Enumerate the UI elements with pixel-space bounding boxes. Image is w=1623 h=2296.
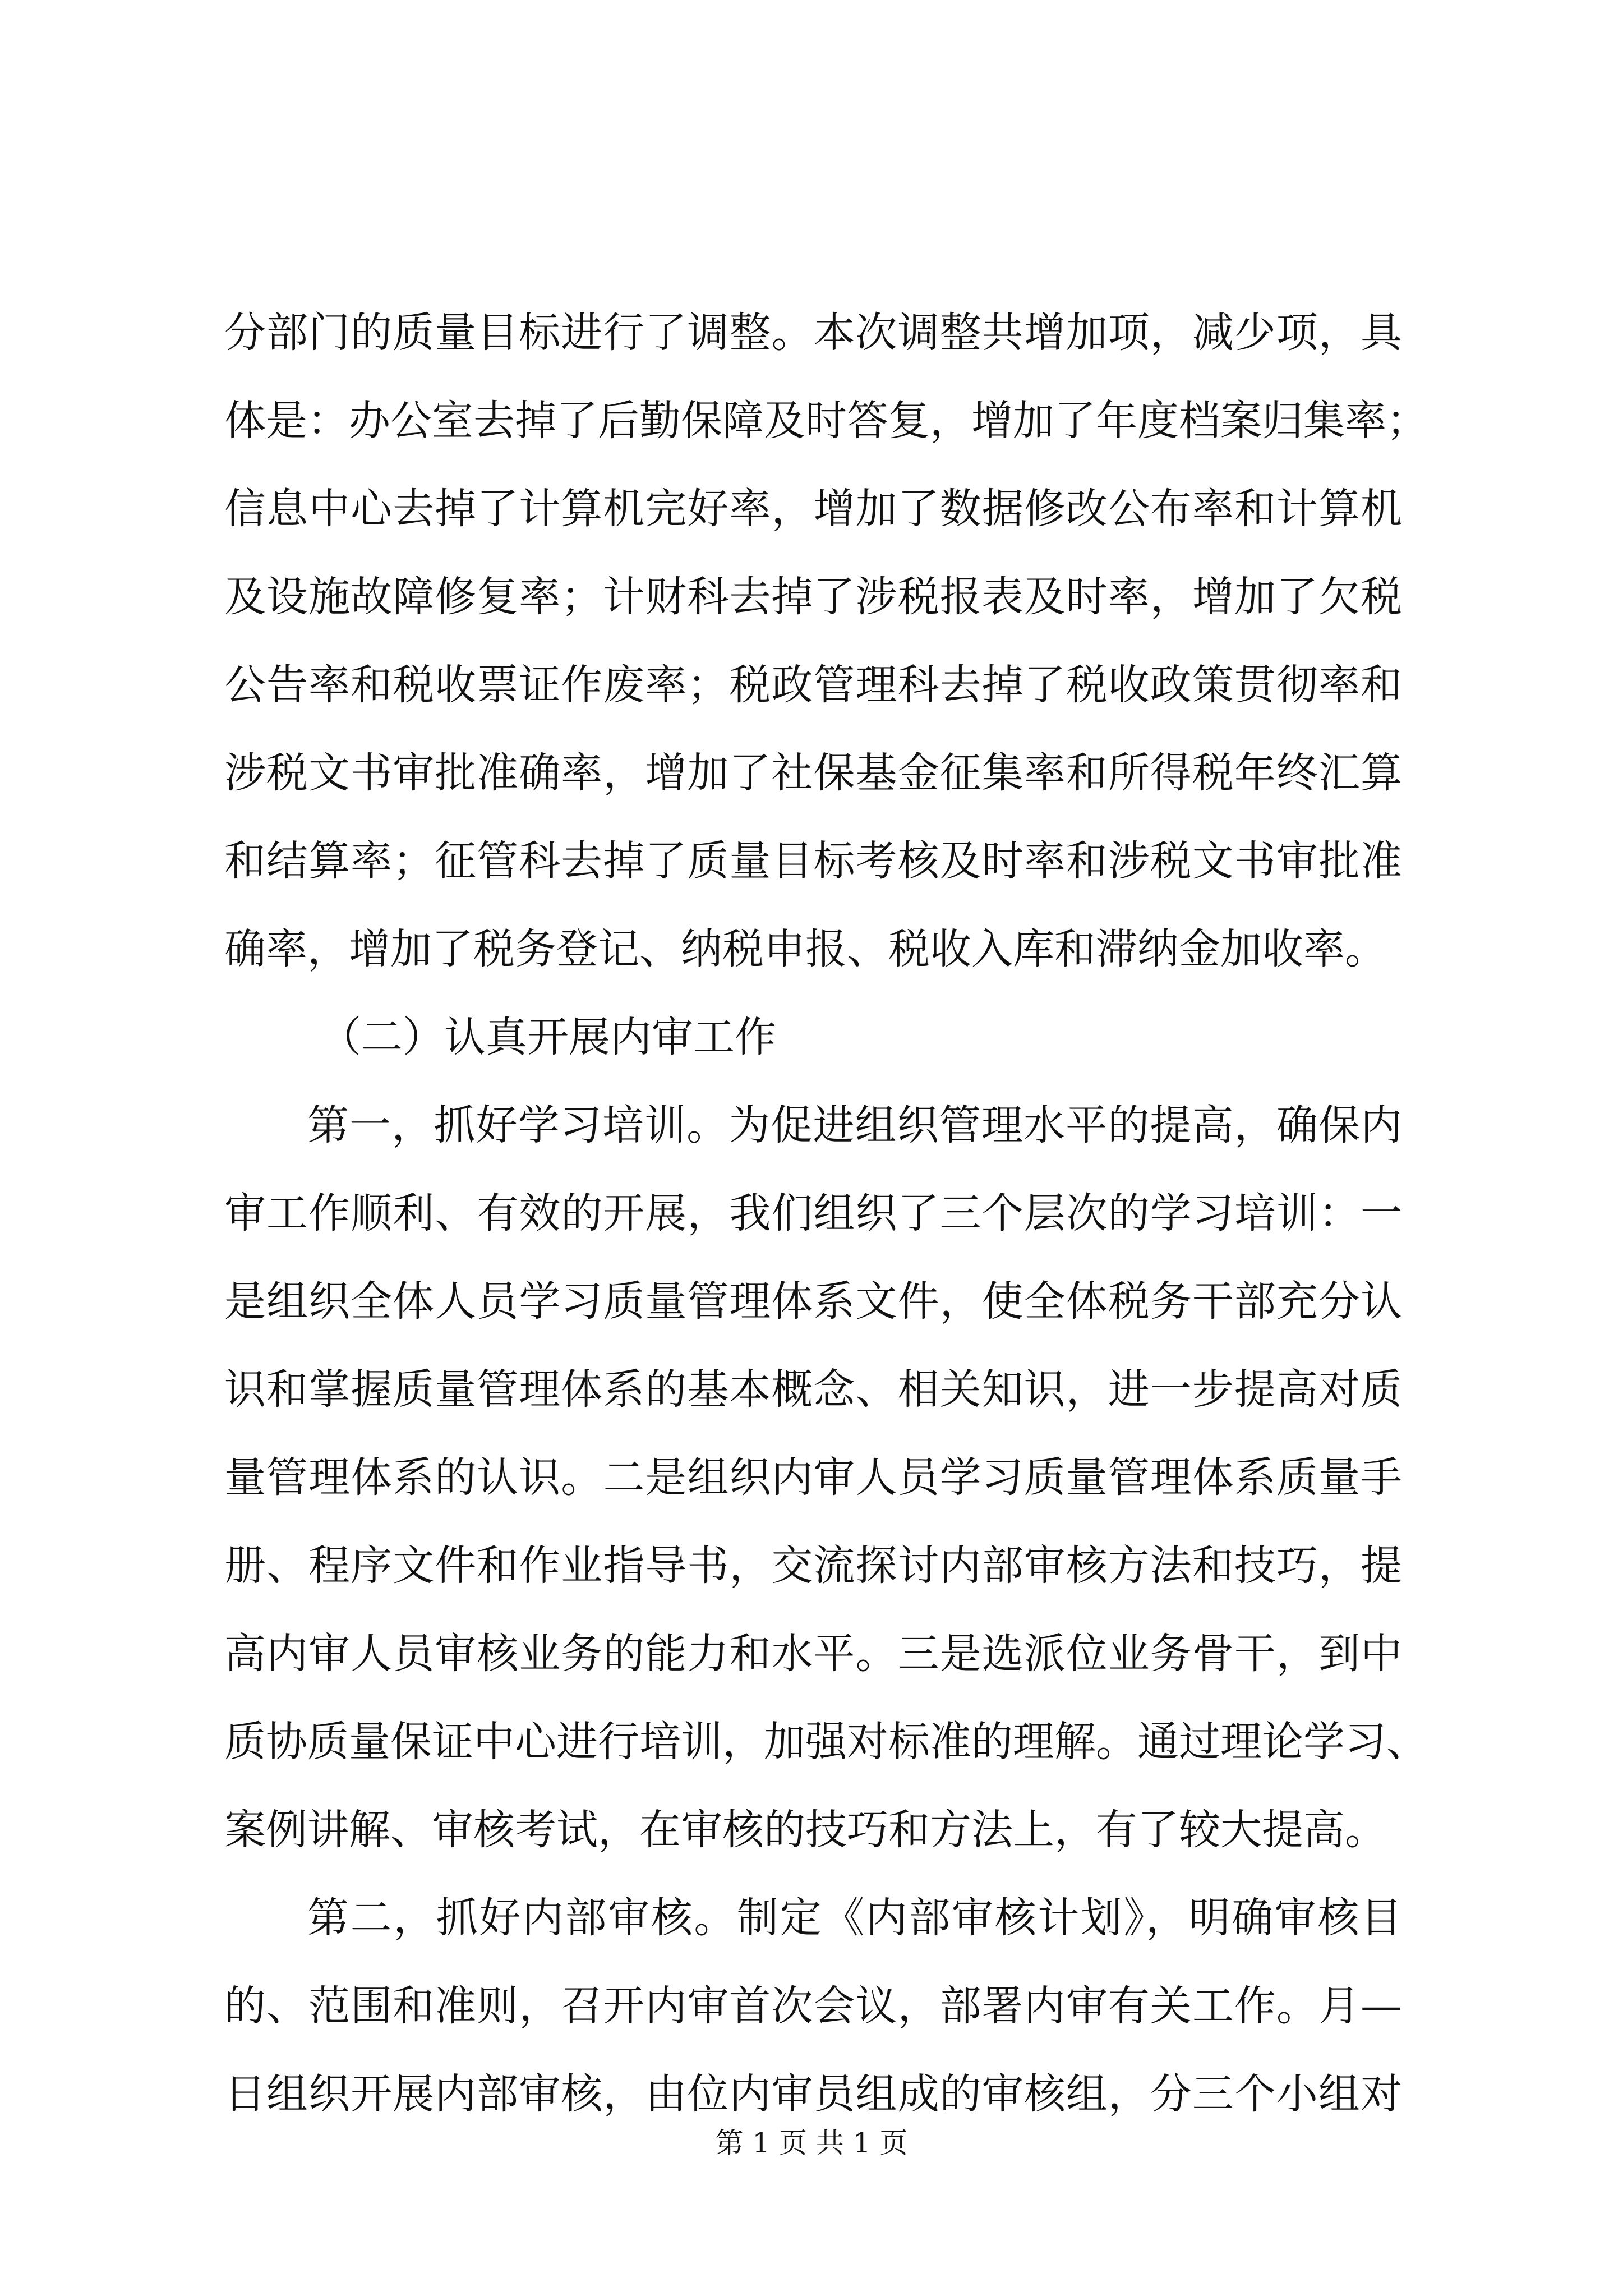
section-heading: （二）认真开展内审工作: [320, 1013, 776, 1061]
paragraph-line: 质协质量保证中心进行培训，加强对标准的理解。通过理论学习、: [224, 1718, 1428, 1766]
paragraph-line: 第二，抓好内部审核。制定《内部审核计划》，明确审核目: [307, 1894, 1402, 1942]
paragraph-line: 公告率和税收票证作废率；税政管理科去掉了税收政策贯彻率和: [224, 661, 1402, 709]
paragraph-line: 的、范围和准则，召开内审首次会议，部署内审有关工作。月—: [224, 1982, 1402, 2030]
paragraph-line: 案例讲解、审核考试，在审核的技巧和方法上，有了较大提高。: [224, 1806, 1386, 1854]
document-body: [224, 289, 1428, 2138]
paragraph-line: 审工作顺利、有效的开展，我们组织了三个层次的学习培训：一: [224, 1189, 1402, 1237]
paragraph-line: 是组织全体人员学习质量管理体系文件，使全体税务干部充分认: [224, 1277, 1402, 1326]
paragraph-line: 第一，抓好学习培训。为促进组织管理水平的提高，确保内: [307, 1101, 1402, 1149]
paragraph-line: 体是：办公室去掉了后勤保障及时答复，增加了年度档案归集率；: [224, 397, 1428, 445]
paragraph-line: 日组织开展内部审核，由位内审员组成的审核组，分三个小组对: [224, 2070, 1402, 2118]
paragraph-line: 识和掌握质量管理体系的基本概念、相关知识，进一步提高对质: [224, 1365, 1402, 1414]
paragraph-line: 和结算率；征管科去掉了质量目标考核及时率和涉税文书审批准: [224, 837, 1402, 885]
paragraph-line: 涉税文书审批准确率，增加了社保基金征集率和所得税年终汇算: [224, 749, 1402, 797]
paragraph-line: 册、程序文件和作业指导书，交流探讨内部审核方法和技巧，提: [224, 1542, 1402, 1590]
paragraph-line: 信息中心去掉了计算机完好率，增加了数据修改公布率和计算机: [224, 485, 1402, 533]
paragraph-line: 确率，增加了税务登记、纳税申报、税收入库和滞纳金加收率。: [224, 925, 1386, 973]
page-number-footer: 第 1 页 共 1 页: [715, 2127, 908, 2159]
paragraph-line: 分部门的质量目标进行了调整。本次调整共增加项，减少项，具: [224, 309, 1402, 357]
paragraph-line: 量管理体系的认识。二是组织内审人员学习质量管理体系质量手: [224, 1453, 1402, 1502]
paragraph-line: 及设施故障修复率；计财科去掉了涉税报表及时率，增加了欠税: [224, 573, 1402, 621]
paragraph-line: 高内审人员审核业务的能力和水平。三是选派位业务骨干，到中: [224, 1630, 1402, 1678]
